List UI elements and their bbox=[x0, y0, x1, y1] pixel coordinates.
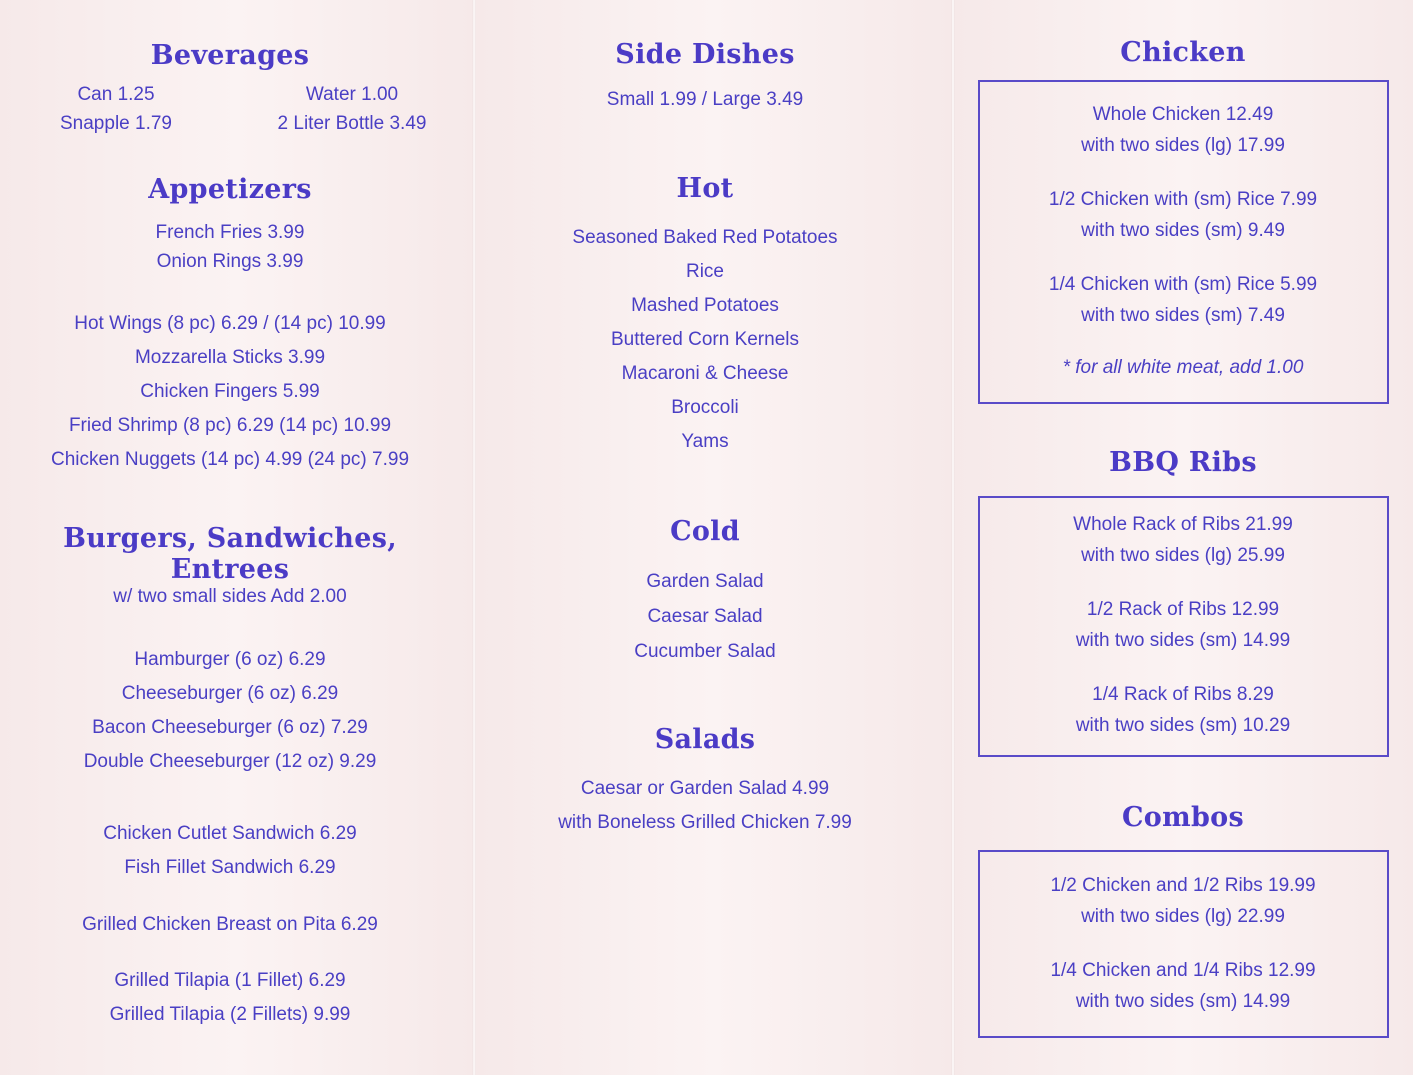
combos-heading: Combos bbox=[1122, 802, 1244, 833]
cold-side-item: Caesar Salad bbox=[647, 606, 763, 627]
fold-line-right bbox=[951, 0, 955, 1075]
chicken-line: with two sides (sm) 9.49 bbox=[1081, 220, 1285, 241]
appetizer-item: Onion Rings 3.99 bbox=[156, 251, 304, 272]
beverage-item: Can 1.25 bbox=[77, 84, 155, 105]
bbq-ribs-heading: BBQ Ribs bbox=[1109, 447, 1257, 478]
white-meat-note: * for all white meat, add 1.00 bbox=[1062, 357, 1304, 378]
burger-item: Bacon Cheeseburger (6 oz) 7.29 bbox=[92, 717, 368, 738]
burger-item: Double Cheeseburger (12 oz) 9.29 bbox=[83, 751, 377, 772]
hot-side-item: Macaroni & Cheese bbox=[621, 363, 789, 384]
hot-side-item: Broccoli bbox=[671, 397, 739, 418]
burgers-heading: Burgers, Sandwiches, Entrees bbox=[63, 523, 397, 585]
burger-item: Cheeseburger (6 oz) 6.29 bbox=[121, 683, 339, 704]
salads-heading: Salads bbox=[654, 724, 756, 755]
chicken-line: with two sides (sm) 7.49 bbox=[1081, 305, 1285, 326]
chicken-line: Whole Chicken 12.49 bbox=[1092, 104, 1274, 125]
hot-side-item: Seasoned Baked Red Potatoes bbox=[572, 227, 838, 248]
hot-heading: Hot bbox=[676, 173, 734, 204]
ribs-line: with two sides (lg) 25.99 bbox=[1081, 545, 1285, 566]
beverage-item: Snapple 1.79 bbox=[60, 113, 172, 134]
chicken-line: 1/4 Chicken with (sm) Rice 5.99 bbox=[1048, 274, 1318, 295]
ribs-line: 1/2 Rack of Ribs 12.99 bbox=[1086, 599, 1280, 620]
cold-side-item: Garden Salad bbox=[646, 571, 764, 592]
sandwich-item: Chicken Cutlet Sandwich 6.29 bbox=[103, 823, 357, 844]
ribs-line: 1/4 Rack of Ribs 8.29 bbox=[1092, 684, 1274, 705]
entree-item: Grilled Chicken Breast on Pita 6.29 bbox=[82, 914, 378, 935]
cold-side-item: Cucumber Salad bbox=[634, 641, 776, 662]
chicken-line: 1/2 Chicken with (sm) Rice 7.99 bbox=[1048, 189, 1318, 210]
hot-side-item: Mashed Potatoes bbox=[631, 295, 779, 316]
beverage-item: Water 1.00 bbox=[305, 84, 399, 105]
appetizer-item: French Fries 3.99 bbox=[155, 222, 305, 243]
beverage-item: 2 Liter Bottle 3.49 bbox=[277, 113, 427, 134]
burgers-sides-note: w/ two small sides Add 2.00 bbox=[113, 586, 347, 607]
chicken-box bbox=[978, 80, 1389, 404]
combo-line: with two sides (sm) 14.99 bbox=[1075, 991, 1291, 1012]
beverages-heading: Beverages bbox=[150, 40, 310, 71]
combo-line: 1/4 Chicken and 1/4 Ribs 12.99 bbox=[1050, 960, 1316, 981]
combo-line: 1/2 Chicken and 1/2 Ribs 19.99 bbox=[1050, 875, 1316, 896]
hot-side-item: Buttered Corn Kernels bbox=[611, 329, 799, 350]
burger-item: Hamburger (6 oz) 6.29 bbox=[134, 649, 326, 670]
hot-side-item: Rice bbox=[685, 261, 724, 282]
side-dishes-heading: Side Dishes bbox=[615, 39, 795, 70]
chicken-line: with two sides (lg) 17.99 bbox=[1081, 135, 1285, 156]
entree-item: Grilled Tilapia (2 Fillets) 9.99 bbox=[109, 1004, 351, 1025]
appetizers-heading: Appetizers bbox=[148, 174, 312, 205]
appetizer-item: Chicken Nuggets (14 pc) 4.99 (24 pc) 7.99 bbox=[50, 449, 410, 470]
ribs-line: with two sides (sm) 14.99 bbox=[1075, 630, 1291, 651]
hot-side-item: Yams bbox=[681, 431, 729, 452]
cold-heading: Cold bbox=[670, 516, 740, 547]
combo-line: with two sides (lg) 22.99 bbox=[1081, 906, 1285, 927]
appetizer-item: Mozzarella Sticks 3.99 bbox=[134, 347, 326, 368]
salad-item: with Boneless Grilled Chicken 7.99 bbox=[558, 812, 852, 833]
appetizer-item: Chicken Fingers 5.99 bbox=[140, 381, 320, 402]
ribs-line: Whole Rack of Ribs 21.99 bbox=[1073, 514, 1293, 535]
chicken-heading: Chicken bbox=[1120, 37, 1246, 68]
appetizer-item: Hot Wings (8 pc) 6.29 / (14 pc) 10.99 bbox=[74, 313, 386, 334]
side-dishes-price: Small 1.99 / Large 3.49 bbox=[606, 89, 804, 110]
entree-item: Grilled Tilapia (1 Fillet) 6.29 bbox=[114, 970, 346, 991]
appetizer-item: Fried Shrimp (8 pc) 6.29 (14 pc) 10.99 bbox=[68, 415, 392, 436]
ribs-line: with two sides (sm) 10.29 bbox=[1075, 715, 1291, 736]
salad-item: Caesar or Garden Salad 4.99 bbox=[580, 778, 830, 799]
sandwich-item: Fish Fillet Sandwich 6.29 bbox=[124, 857, 336, 878]
